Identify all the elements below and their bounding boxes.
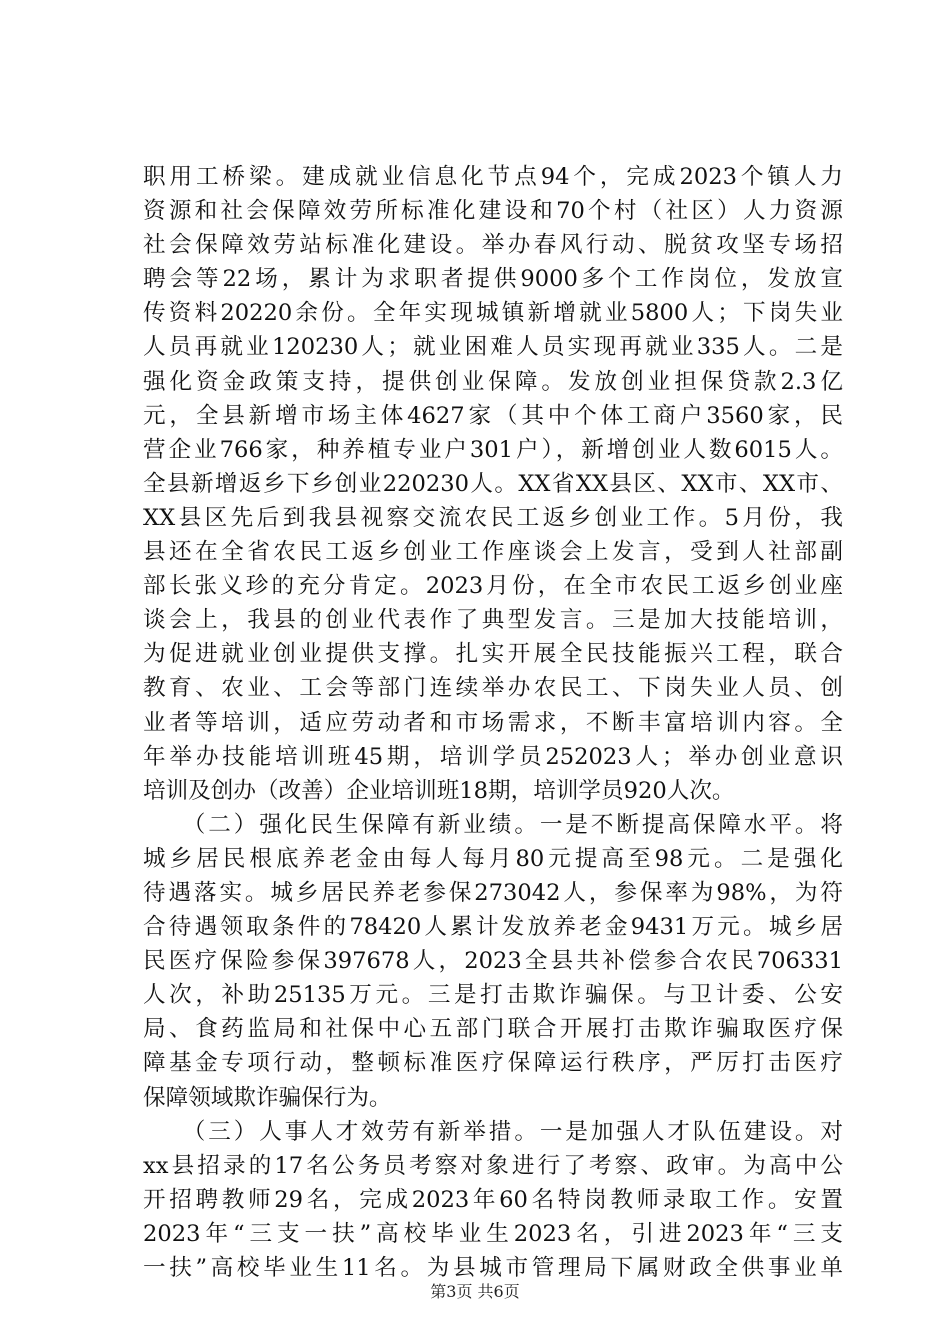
text-line: 待遇落实。城乡居民养老参保273042人，参保率为98%，为符 — [143, 879, 843, 906]
text-line: XX县区先后到我县视察交流农民工返乡创业工作。5月份，我 — [143, 504, 843, 531]
text-line: 职用工桥梁。建成就业信息化节点94个，完成2023个镇人力 — [143, 164, 843, 190]
text-line: 为促进就业创业提供支撑。扎实开展全民技能振兴工程，联合 — [143, 641, 843, 668]
text-line: 强化资金政策支持，提供创业保障。发放创业担保贷款2.3亿 — [143, 368, 843, 395]
text-line: 培训及创办（改善）企业培训班18期，培训学员920人次。 — [143, 777, 735, 804]
text-line: 开招聘教师29名，完成2023年60名特岗教师录取工作。安置 — [143, 1186, 843, 1213]
text-line: 局、食药监局和社保中心五部门联合开展打击欺诈骗取医疗保 — [143, 1016, 843, 1043]
text-line: 传资料20220余份。全年实现城镇新增就业5800人；下岗失业 — [143, 300, 843, 327]
body-text — [143, 160, 843, 1285]
text-line: 民医疗保险参保397678人，2023全县共补偿参合农民706331 — [143, 948, 843, 975]
text-line: 人员再就业120230人；就业困难人员实现再就业335人。二是 — [143, 334, 843, 361]
text-line: （三）人事人才效劳有新举措。一是加强人才队伍建设。对 — [143, 1118, 843, 1145]
text-line: xx县招录的17名公务员考察对象进行了考察、政审。为高中公 — [143, 1152, 843, 1179]
text-line: 聘会等22场，累计为求职者提供9000多个工作岗位，发放宣 — [143, 266, 843, 293]
text-line: 全县新增返乡下乡创业220230人。XX省XX县区、XX市、XX市、 — [143, 470, 843, 497]
text-line: 资源和社会保障效劳所标准化建设和70个村（社区）人力资源 — [143, 198, 843, 225]
text-line: 社会保障效劳站标准化建设。举办春风行动、脱贫攻坚专场招 — [143, 232, 843, 259]
text-line: 保障领域欺诈骗保行为。 — [143, 1084, 392, 1111]
text-line: 人次，补助25135万元。三是打击欺诈骗保。与卫计委、公安 — [143, 982, 843, 1009]
text-line: 合待遇领取条件的78420人累计发放养老金9431万元。城乡居 — [143, 914, 843, 941]
page-footer: 第3页 共6页 — [430, 1282, 520, 1301]
text-line: （二）强化民生保障有新业绩。一是不断提高保障水平。将 — [143, 811, 843, 838]
text-line: 元，全县新增市场主体4627家（其中个体工商户3560家，民 — [143, 402, 843, 429]
text-line: 2023年“三支一扶”高校毕业生2023名，引进2023年“三支 — [143, 1220, 843, 1247]
text-line: 年举办技能培训班45期，培训学员252023人；举办创业意识 — [143, 743, 843, 770]
text-line: 障基金专项行动，整顿标准医疗保障运行秩序，严厉打击医疗 — [143, 1050, 843, 1077]
text-line: 县还在全省农民工返乡创业工作座谈会上发言，受到人社部副 — [143, 539, 843, 566]
text-line: 教育、农业、工会等部门连续举办农民工、下岗失业人员、创 — [143, 675, 843, 702]
text-line: 营企业766家，种养植专业户301户），新增创业人数6015人。 — [143, 436, 843, 463]
text-line: 城乡居民根底养老金由每人每月80元提高至98元。二是强化 — [143, 845, 843, 872]
text-line: 部长张义珍的充分肯定。2023月份，在全市农民工返乡创业座 — [143, 573, 843, 600]
text-line: 一扶”高校毕业生11名。为县城市管理局下属财政全供事业单 — [143, 1255, 843, 1281]
text-line: 谈会上，我县的创业代表作了典型发言。三是加大技能培训， — [143, 607, 843, 634]
text-line: 业者等培训，适应劳动者和市场需求，不断丰富培训内容。全 — [143, 709, 843, 736]
